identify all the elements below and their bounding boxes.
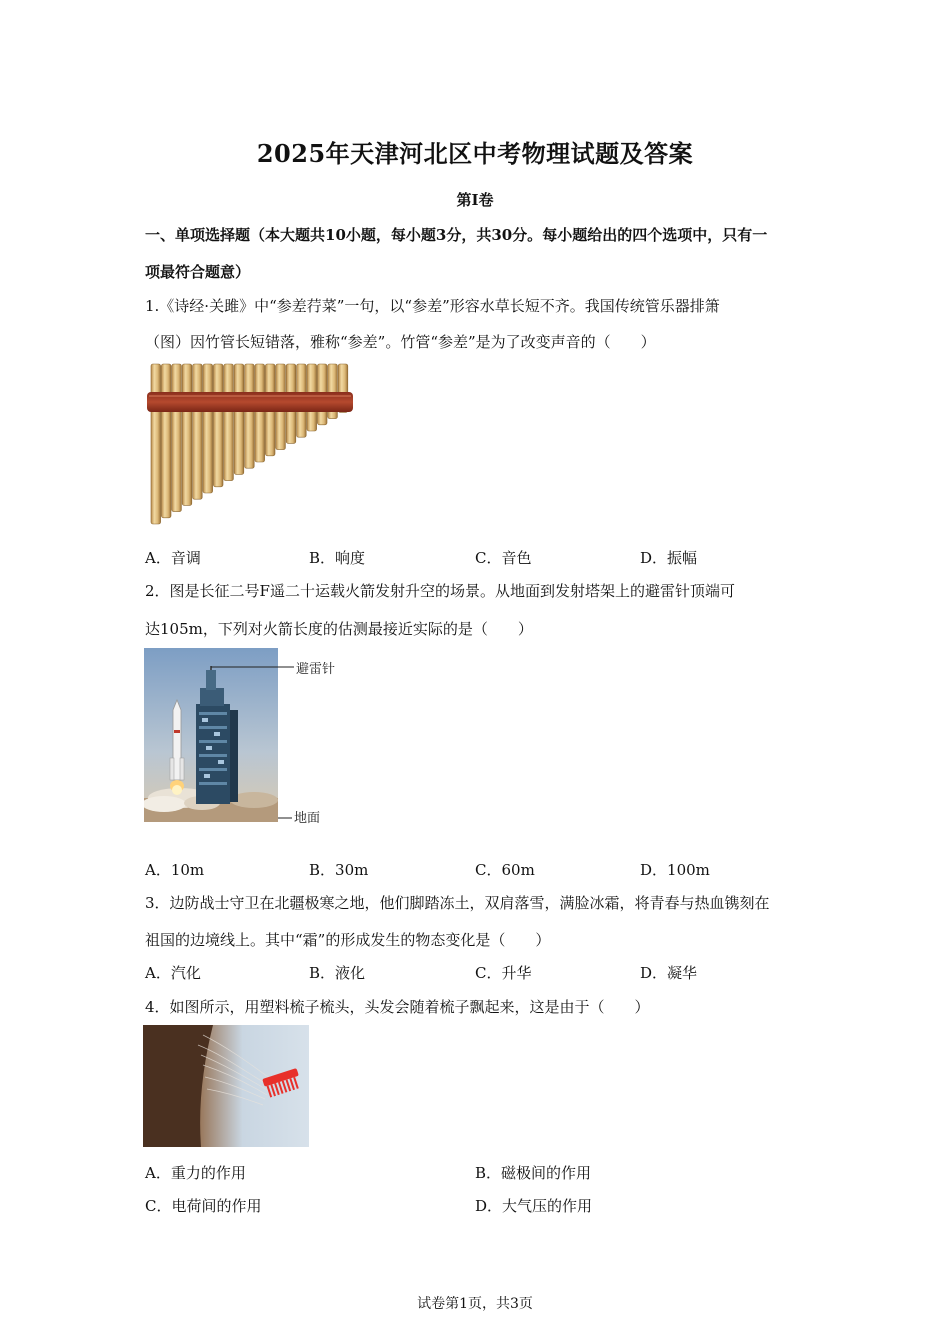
ground-label: 地面 [294,811,321,824]
panpipe-tube [245,364,255,468]
comb-hair-image [143,1025,309,1147]
question-1-line-1: 1.《诗经·关雎》中“参差荇菜”一句，以“参差”形容水草长短不齐。我国传统管乐器排箫 [145,297,720,315]
panpipe-tube [234,364,244,474]
question-1-option-d: D．振幅 [640,549,698,567]
section-heading-line-1: 一、单项选择题（本大题共10小题，每小题3分，共30分。每小题给出的四个选项中，只有一 [145,226,768,244]
question-1-option-b: B．响度 [309,549,366,567]
page-footer: 试卷第1页，共3页 [417,1296,533,1312]
question-3-option-a: A．汽化 [145,964,201,982]
panpipe-tube [203,364,213,493]
question-3-option-c: C．升华 [475,964,532,982]
question-4-option-d: D．大气压的作用 [475,1197,593,1215]
panpipe-tube [151,364,161,524]
question-2-option-d: D．100m [640,861,710,879]
panpipe-tube [255,364,265,462]
question-2-option-a: A．10m [145,861,205,879]
question-2-line-2: 达105m，下列对火箭长度的估测最接近实际的是（ ） [145,620,533,638]
page-title: 2025年天津河北区中考物理试题及答案 [256,139,694,168]
panpipe-image [147,360,353,526]
question-4-line-1: 4．如图所示，用塑料梳子梳头，头发会随着梳子飘起来，这是由于（ ） [145,998,650,1016]
panpipe-tube [213,364,223,487]
panpipe-tube [172,364,182,512]
question-1-line-2: （图）因竹管长短错落，雅称“参差”。竹管“参差”是为了改变声音的（ ） [145,333,656,351]
question-3-option-d: D．凝华 [640,964,698,982]
panpipe-tube [224,364,234,481]
panpipe-tube [161,364,171,518]
question-2-line-1: 2．图是长征二号F遥二十运载火箭发射升空的场景。从地面到发射塔架上的避雷针顶端可 [145,582,735,600]
question-4-option-a: A．重力的作用 [145,1164,246,1182]
question-4-option-c: C．电荷间的作用 [145,1197,262,1215]
question-3-line-1: 3．边防战士守卫在北疆极寒之地，他们脚踏冻土，双肩落雪，满脸冰霜，将青春与热血镌刻在 [145,894,770,912]
question-3-option-b: B．液化 [309,964,366,982]
question-2-option-c: C．60m [475,861,535,879]
question-4-option-b: B．磁极间的作用 [475,1164,592,1182]
question-2-option-b: B．30m [309,861,369,879]
panpipe-tube [193,364,203,499]
volume-heading: 第Ⅰ卷 [456,191,494,209]
lightning-rod-label: 避雷针 [296,662,336,677]
panpipe-tube [182,364,192,505]
question-3-line-2: 祖国的边境线上。其中“霜”的形成发生的物态变化是（ ） [145,931,551,949]
question-1-option-c: C．音色 [475,549,532,567]
rocket-launch-image [144,648,364,824]
section-heading-line-2: 项最符合题意） [145,263,251,281]
question-1-option-a: A．音调 [145,549,201,567]
